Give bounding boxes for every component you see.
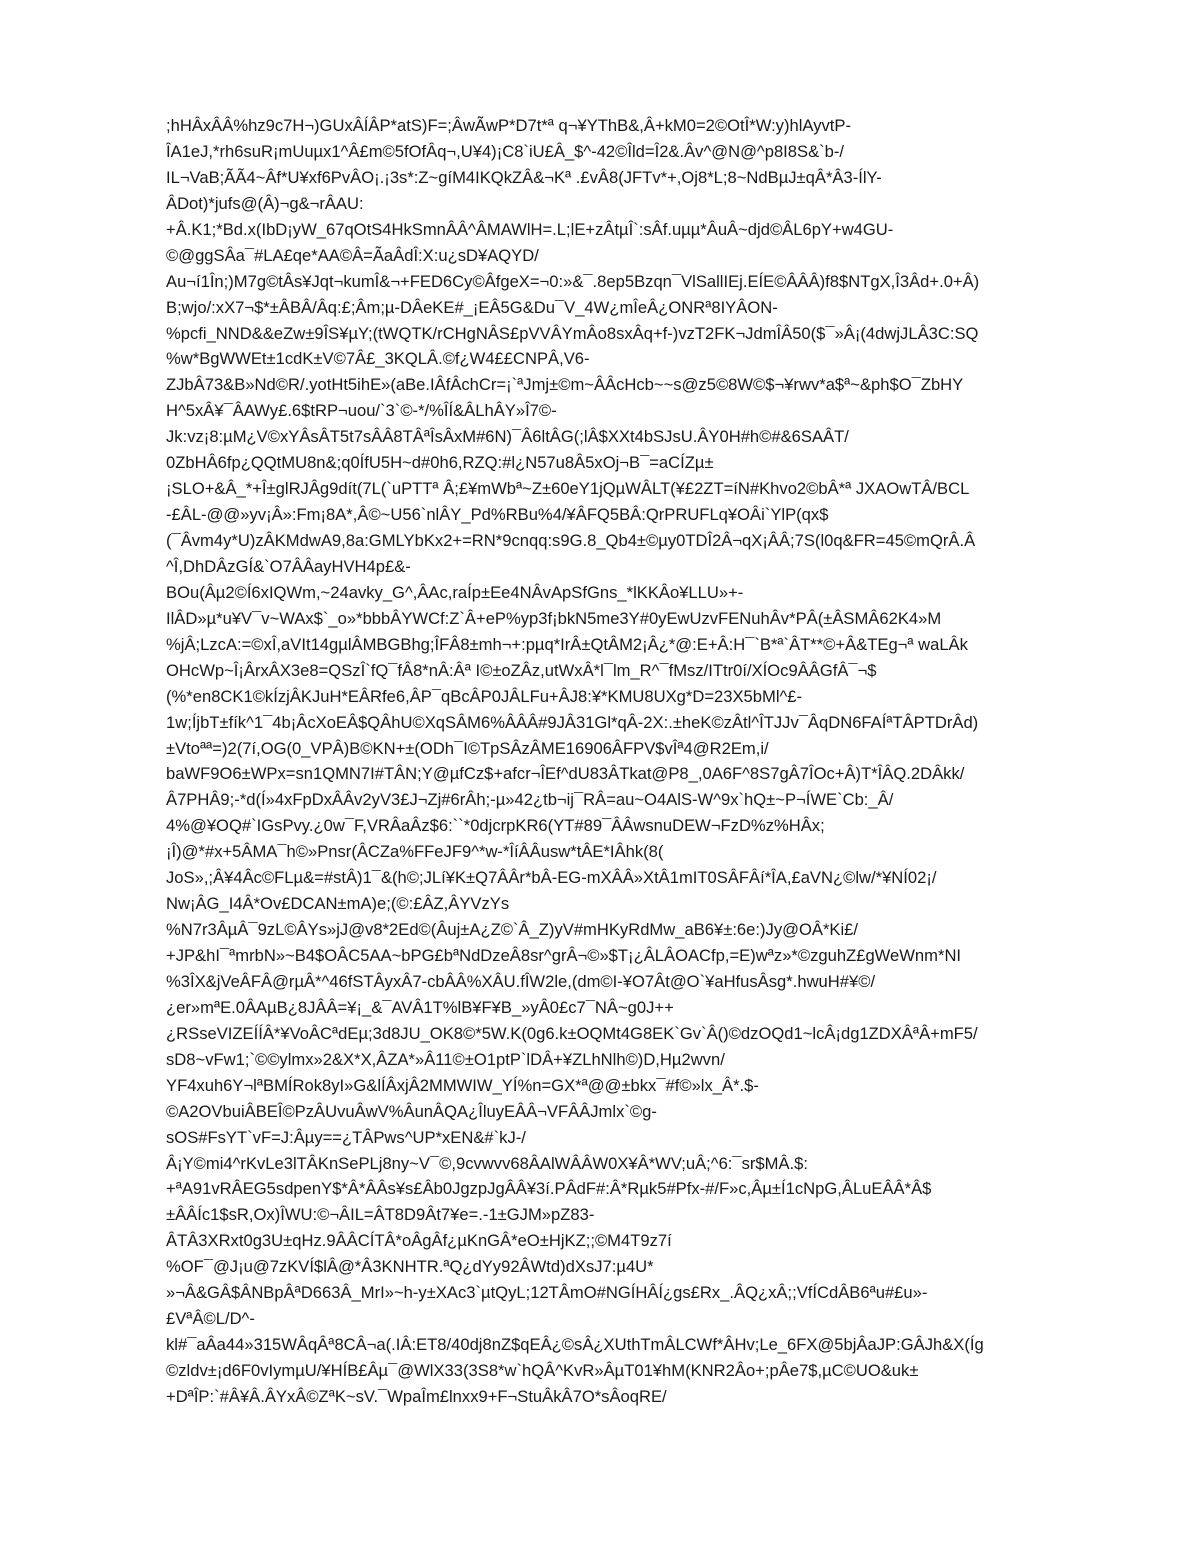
text-line: 4%@¥OQ#`IGsPvy.¿0w¯F,VRÂaÂz$6:``*0djcrpKR6(YT#89¯ÂÂwsnuDEW¬FzD%z%HÂx; xyxy=(166,816,825,836)
text-line: ©A2OVbuiÂBEÎ©PzÂUvuÂwV%ÂunÂQA¿ÎluyEÂÂ¬VFÂÂJmlx`©g- xyxy=(166,1101,657,1121)
text-line: sD8~vFw1;`©©ylmx»2&X*X,ÂZA*»Â11©±O1ptP`lDÂ+¥ZLhNlh©)D,Hµ2wvn/ xyxy=(166,1049,725,1069)
text-line: %w*BgWWEt±1cdK±V©7Â£_3KQLÂ.©f¿W4££CNPÂ,V6- xyxy=(166,349,590,369)
text-line: Au¬í1În;)M7g©tÂs¥Jqt¬kumÎ&¬+FED6Cy©ÂfgeX=¬0:»&¯.8ep5Bzqn¯VlSallIEj.EÍE©ÂÂÂ)f8$NTgX,Î3Âd+.0+Â) xyxy=(166,271,980,291)
text-line: H^5xÂ¥¯ÂAWy£.6$tRP¬uou/`3`©-*/%ÎÍ&ÂLhÂY»Î7©- xyxy=(166,401,557,421)
text-line: Jk:vz¡8:µM¿V©xYÂsÂT5t7sÂÂ8TÂªÎsÂxM#6N)¯Â6ltÂG(;lÂ$XXt4bSJsU.ÂY0H#h©#&6SAÂT/ xyxy=(166,427,849,447)
text-line: (%*en8CK1©kÍzjÂKJuH*EÂRfe6,ÂP¯qBcÂP0JÂLFu+ÂJ8:¥*KMU8UXg*D=23X5bMl^£- xyxy=(166,686,803,706)
text-line: IL¬VaB;ÃÃ4~Âf*U¥xf6PvÂO¡.¡3s*:Z~gíM4IKQkZÂ&¬Kª .£vÂ8(JFTv*+,Oj8*L;8~NdBµJ±qÂ*Â3-ÍlY- xyxy=(166,167,882,187)
text-line: ©@ggSÂa¯#LA£qe*AA©Â=ÃaÂdÎ:X:u¿sD¥AQYD/ xyxy=(166,245,539,265)
text-line: +JP&hI¯ªmrbN»~B4$OÂC5AA~bPG£bªNdDzeÂ8sr^grÂ¬©»$T¡¿ÂLÂOACfp,=E)wªz»*©zguhZ£gWeWnm*NI xyxy=(166,946,962,965)
text-line: sOS#FsYT`vF=J:Âµy==¿TÂPws^UP*xEN&#`kJ-/ xyxy=(166,1127,526,1147)
text-line: OHcWp~Î¡ÂrxÂX3e8=QSzÎ`fQ¯fÂ8*nÂ:Âª I©±oZÂz,utWxÂ*l¯lm_R^¯fMsz/ITtr0í/XÍOc9ÂÂGfÂ¯¬$ xyxy=(166,660,877,680)
text-line: baWF9O6±WPx=sn1QMN7I#TÂN;Y@µfCz$+afcr¬ÎEf^dU83ÂTkat@P8_,0A6F^8S7gÂ7ÎOc+Â)T*ÎÂQ.2DÂkk/ xyxy=(166,764,965,784)
text-line: ¡SLO+&Â_*+Î±glRJÂg9dít(7L(`uPTTª Â;£¥mWbª~Z±60eY1jQµWÂLT(¥£2ZT=íN#Khvo2©bÂ*ª JXAOwTÂ/BCL xyxy=(166,479,970,499)
text-line: ±Vtoªª=)2(7í,OG(0_VPÂ)B©KN+±(ODh¯I©TpSÂzÂME16906ÂFPV$vÎª4@R2Em,i/ xyxy=(166,738,769,758)
text-line: ZJbÂ73&B»Nd©R/.yotHt5ihE»(aBe.IÂfÂchCr=¡`ªJmj±©m~ÂÂcHcb~~s@z5©8W©$¬¥rwv*a$ª~&ph$O¯ZbHY xyxy=(166,375,964,395)
text-line: JoS»,;Â¥4Âc©FLµ&=#stÂ)1¯&(h©;JLí¥K±Q7ÂÂr*bÂ-EG-mXÂÂ»XtÂ1mIT0SÂFÂí*ÎA,£aVN¿©lw/*¥NÍ02¡/ xyxy=(166,868,937,888)
text-line: 0ZbHÂ6fp¿QQtMU8n&;q0ÍfU5H~d#0h6,RZQ:#l¿N57u8Â5xOj¬B¯=aCÍZµ± xyxy=(166,453,714,473)
text-line: IlÂD»µ*u¥V¯v~WAx$`_o»*bbbÂYWCf:Z`Â+eP%yp3f¡bkN5me3Y#0yEwUzvFENuhÂv*PÂ(±ÂSMÂ62K4»M xyxy=(166,608,942,628)
text-line: %jÂ;LzcA:=©xÎ,aVIt14gµlÂMBGBhg;ÎFÂ8±mh¬+:pµq*IrÂ±QtÂM2¡Â¿*@:E+Â:H¯`B*ª`ÂT**©+Â&TEg¬ª waLÂk xyxy=(166,634,968,654)
text-line: ¡Î)@*#x+5ÂMA¯h©»Pnsr(ÂCZa%FFeJF9^*w-*ÎíÂÂusw*tÂE*IÂhk(8( xyxy=(166,842,664,862)
text-line: YF4xuh6Y¬lªBMÍRok8yI»G&lÍÂxjÂ2MMWIW_YÍ%n=GX*ª@@±bkx¯#f©»lx_Â*.$- xyxy=(166,1075,759,1095)
text-line: ÎA1eJ,*rh6suR¡mUuµx1^Â£m©5fOfÂq¬,U¥4)¡C8`iU£Â_$^-42©Îld=Î2&.Âv^@N@^p8I8S&`b-/ xyxy=(166,141,845,161)
text-line: %N7r3ÂµÂ¯9zL©ÂYs»jJ@v8*2Ed©(Âuj±A¿Z©`Â_Z)yV#mHKyRdMw_aB6¥±:6e:)Jy@OÂ*Ki£/ xyxy=(166,920,858,940)
text-line: Nw¡ÂG_I4Â*Ov£DCAN±mA)e;(©:£ÂZ,ÂYVzYs xyxy=(166,894,510,914)
text-line: 1w;ÍjbT±fík^1¯4b¡ÂcXoEÂ$QÂhU©XqSÂM6%ÂÂÂ#9JÂ31Gl*qÂ-2X:.±heK©zÂtl^ÎTJJv¯ÂqDN6FAÍªTÂPTDrÂd) xyxy=(166,712,979,732)
text-line: -£ÂL-@@»yv¡Â»:Fm¡8A*,Â©~U56`nlÂY_Pd%RBu%4/¥ÂFQ5BÂ:QrPRUFLq¥OÂi`YlP(qx$ xyxy=(166,505,829,525)
text-line: ¿er»mªE.0ÂAµB¿8JÂÂ=¥¡_&¯AVÂ1T%lB¥F¥B_»yÂ0£c7¯NÂ~g0J++ xyxy=(166,997,674,1017)
text-line: ¿RSseVIZEÍÍÂ*¥VoÂCªdEµ;3d8JU_OK8©*5W.K(0g6.k±OQMt4G8EK`Gv`Â()©dzOQd1~lcÂ¡dg1ZDXÂªÂ+mF5/ xyxy=(166,1023,978,1043)
text-line: %3ÎX&jVeÂFÂ@rµÂ*^46fSTÂyxÂ7-cbÂÂ%XÂU.fÎW2le,(dm©I-¥O7Ât@O`¥aHfusÂsg*.hwuH#¥©/ xyxy=(166,971,876,991)
text-line: +ªA91vRÂEG5sdpenY$*Â*ÂÂs¥s£Âb0JgzpJgÂÂ¥3í.PÂdF#:Â*Rµk5#Pfx-#/F»c,Âµ±Í1cNpG,ÂLuEÂÂ*Â$ xyxy=(166,1179,932,1199)
text-line: »¬Â&GÂ$ÂNBpÂªD663Â_MrI»~h-y±XAc3`µtQyL;12TÂmO#NGÍHÂÍ¿gs£Rx_.ÂQ¿xÂ;;VfÍCdÂB6ªu#£u»- xyxy=(166,1283,928,1303)
text-line: +Â.K1;*Bd.x(IbD¡yW_67qOtS4HkSmnÂÂ^ÂMAWlH=.L;lE+zÂtµÎ`:sÂf.uµµ*ÂuÂ~djd©ÂL6pY+w4GU- xyxy=(166,219,894,239)
text-line: %OF¯@J¡u@7zKVÍ$lÂ@*Â3KNHTR.ªQ¿dYy92ÂWtd)dXsJ7:µ4U* xyxy=(166,1257,654,1277)
text-line: BOu(Âµ2©Í6xIQWm,~24avky_G^,ÂAc,raÍp±Ee4NÂvApSfGns_*lKKÂo¥LLU»+- xyxy=(166,582,744,602)
text-line: Â¡Y©mi4^rKvLe3lTÂKnSePLj8ny~V¯©,9cvwvv68ÂAlWÂÂW0X¥Â*WV;uÂ;^6:¯sr$MÂ.$: xyxy=(166,1153,808,1173)
garbled-text-body xyxy=(166,113,1126,1410)
text-line: kl#¯aÂa44»315WÂqÂª8CÂ¬a(.IÂ:ET8/40dj8nZ$qEÂ¿©sÂ¿XUthTmÂLCWf*ÂHv;Le_6FX@5bjÂaJP:GÂJh&X(Íg xyxy=(166,1335,984,1355)
text-line: ÂTÂ3XRxt0g3U±qHz.9ÂÂCÍTÂ*oÂgÂf¿µKnGÂ*eO±HjKZ;;©M4T9z7í xyxy=(166,1231,672,1251)
text-line: B;wjo/:xX7¬$*±ÂBÂ/Âq:£;Âm;µ-DÂeKE#_¡EÂ5G&Du¯V_4W¿mÎeÂ¿ONRª8IYÂON- xyxy=(166,297,778,317)
text-line: £VªÂ©L/D^- xyxy=(166,1309,255,1329)
text-line: %pcfi_NND&&eZw±9ÎS¥µY;(tWQTK/rCHgNÂS£pVVÂYmÂo8sxÂq+f-)vzT2FK¬JdmÎÂ50($¯»Â¡(4dwjJLÂ3C:SQ xyxy=(166,323,979,343)
text-line: (¯Âvm4y*U)zÂKMdwA9,8a:GMLYbKx2+=RN*9cnqq:s9G.8_Qb4±©µy0TDÎ2Â¬qX¡ÂÂ;7S(l0q&FR=45©mQrÂ.Â xyxy=(166,531,976,550)
text-line: ©zldv±¡d6F0vIymµU/¥HÍB£Âµ¯@WlX33(3S8*w`hQÂ^KvR»ÂµT01¥hM(KNR2Âo+;pÂe7$,µC©UO&uk± xyxy=(166,1361,919,1380)
text-line: Â7PHÂ9;-*d(Í»4xFpDxÂÂv2yV3£J¬Zj#6rÂh;-µ»42¿tb¬ij¯RÂ=au~O4AlS-W^9x`hQ±~P¬ÍWE`Cb:_Â/ xyxy=(166,790,894,810)
text-line: ÂDot)*jufs@(Â)¬g&¬rÂAU: xyxy=(166,193,364,213)
text-line: +DªÎP:`#Â¥Â.ÂYxÂ©ZªK~sV.¯WpaÎm£lnxx9+F¬StuÂkÂ7O*sÂoqRE/ xyxy=(166,1386,667,1406)
text-line: ^Î,DhDÂzGÍ&`O7ÂÂayHVH4p£&- xyxy=(166,556,411,576)
text-line: ;hHÂxÂÂ%hz9c7H¬)GUxÂÍÂP*atS)F=;ÂwÃwP*D7t*ª q¬¥YThB&,Â+kM0=2©OtÎ*W:y)hlAyvtP- xyxy=(166,116,851,135)
text-line: ±ÂÂÍc1$sR,Ox)ÎWU:©¬ÂIL=ÂT8D9Ât7¥e=.-1±GJM»pZ83- xyxy=(166,1205,595,1225)
